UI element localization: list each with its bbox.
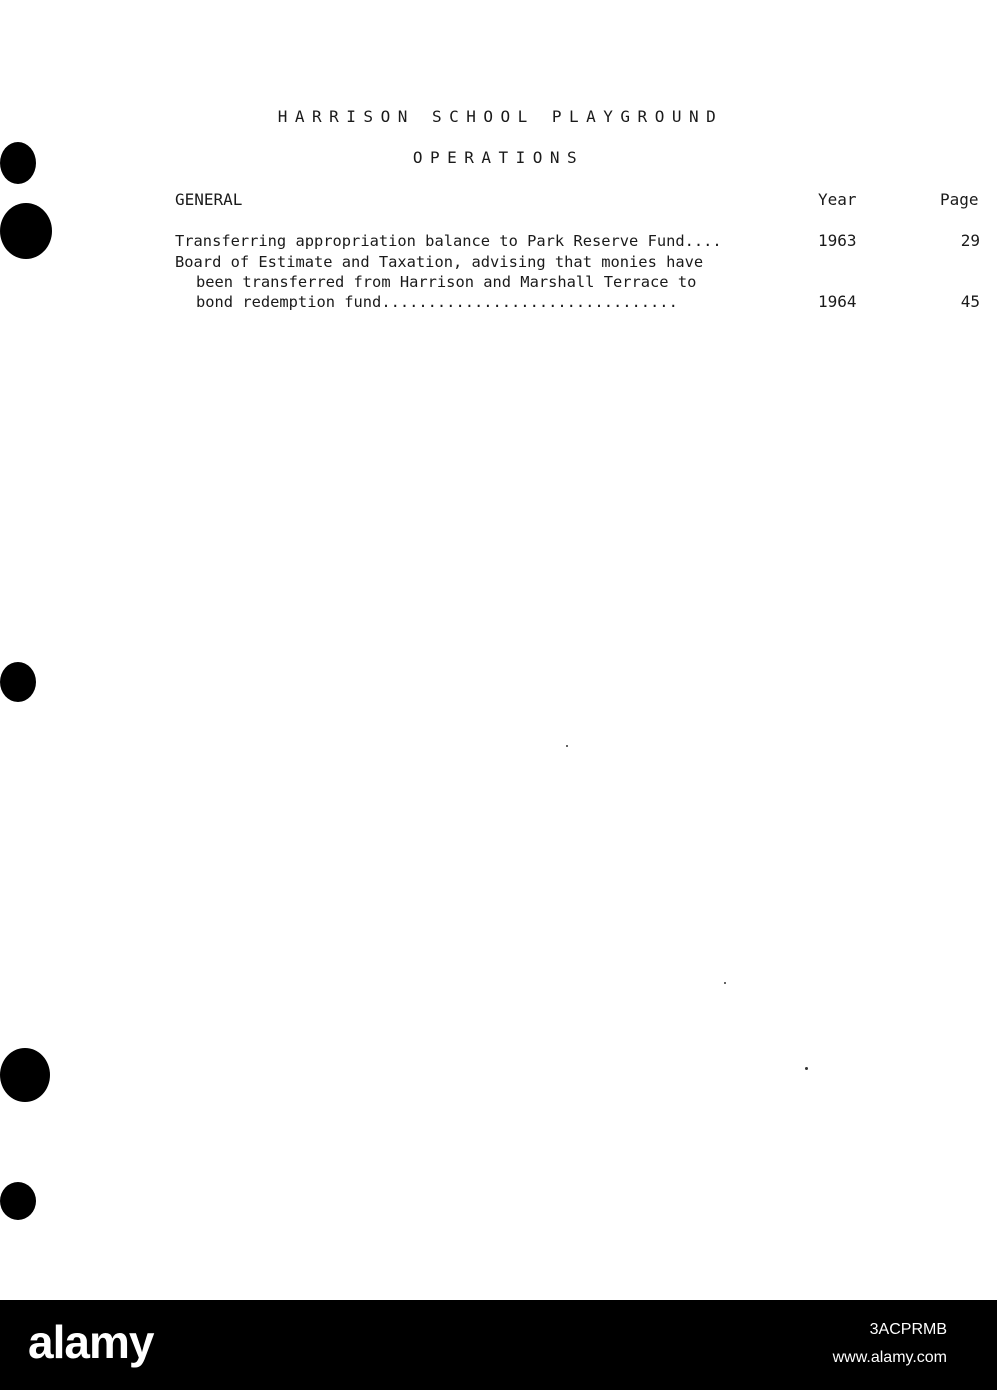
ink-speck (566, 745, 568, 747)
entry-text: been transferred from Harrison and Marshall Terrace to (196, 273, 697, 291)
ink-speck (805, 1067, 808, 1070)
punch-hole (0, 1182, 36, 1220)
page-column-header: Page (940, 190, 979, 209)
entry-text: Transferring appropriation balance to Park Reserve Fund.... (175, 232, 722, 250)
document-title: HARRISON SCHOOL PLAYGROUND (277, 107, 724, 126)
watermark-image-id: 3ACPRMB (869, 1321, 947, 1338)
entry-year: 1963 (818, 231, 857, 250)
entry-page: 45 (960, 292, 980, 311)
entry-text: bond redemption fund................................ (196, 293, 678, 311)
ink-speck (724, 982, 726, 984)
section-label: GENERAL (175, 190, 243, 209)
punch-hole (0, 1048, 50, 1102)
punch-hole (0, 203, 52, 259)
watermark-logo: alamy (28, 1316, 154, 1368)
year-column-header: Year (818, 190, 857, 209)
document-subtitle: OPERATIONS (412, 148, 585, 167)
entry-page: 29 (960, 231, 980, 250)
entry-year: 1964 (818, 292, 857, 311)
entry-text: Board of Estimate and Taxation, advising that monies have (175, 253, 704, 271)
watermark-url: www.alamy.com (832, 1349, 947, 1366)
punch-hole (0, 662, 36, 702)
